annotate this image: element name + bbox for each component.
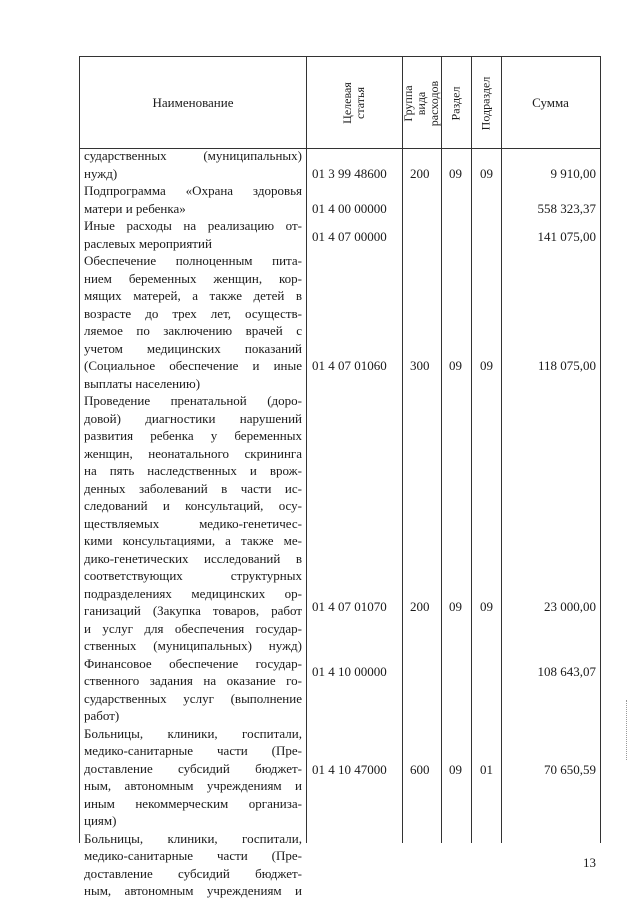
name-line: Больницы, клиники, госпитали, [84, 830, 302, 846]
row-sum: 9 910,00 [550, 166, 596, 181]
name-line: ственного задания на оказание го- [84, 673, 302, 688]
name-line: следований и консультаций, осу- [84, 498, 302, 513]
page-number: 13 [583, 855, 596, 870]
name-line: ственных (муниципальных) нужд) [84, 638, 302, 653]
column-divider [441, 57, 442, 843]
name-line: мящих матерей, а также детей в [84, 288, 302, 303]
name-line: ществляемых медико-генетичес- [84, 515, 302, 531]
name-line: ляемое по заключению врачей с [84, 323, 302, 338]
name-line: Проведение пренатальной (доро- [84, 393, 302, 408]
header-code-cell [306, 57, 402, 149]
row-section: 09 [449, 358, 462, 373]
row-subsection: 09 [480, 599, 493, 614]
row-section: 09 [449, 166, 462, 181]
row-group: 200 [410, 166, 430, 181]
name-line: сударственных услуг (выполнение [84, 690, 302, 706]
row-sum: 70 650,59 [544, 762, 596, 777]
column-divider [402, 57, 403, 843]
name-line: доставление субсидий бюджет- [84, 865, 302, 881]
name-line: Подпрограмма «Охрана здоровья [84, 183, 302, 198]
row-code: 01 4 10 47000 [312, 762, 387, 777]
header-code: Целевая статья [340, 82, 367, 124]
row-section: 09 [449, 599, 462, 614]
name-line: довой) диагностики нарушений [84, 410, 302, 426]
row-sum: 141 075,00 [537, 229, 596, 244]
column-divider [306, 57, 307, 843]
row-sum: 558 323,37 [537, 201, 596, 216]
name-line: доставление субсидий бюджет- [84, 760, 302, 776]
row-code: 01 3 99 48600 [312, 166, 387, 181]
row-code: 01 4 07 01070 [312, 599, 387, 614]
name-line: ным, автономным учреждениям и [84, 883, 302, 898]
name-line: денных заболеваний в части ис- [84, 480, 302, 496]
header-group: Группа вида расходов [401, 80, 441, 126]
name-line: работ) [84, 708, 120, 723]
name-line: (Социальное обеспечение и иные [84, 358, 302, 373]
header-group-cell [402, 57, 441, 149]
name-line: женщин, неонатального скрининга [84, 445, 302, 461]
name-line: подразделениях медицинских ор- [84, 585, 302, 601]
name-line: ганизаций (Закупка товаров, работ [84, 603, 302, 618]
name-line: кими консультациями, а также ме- [84, 533, 302, 548]
name-line: и услуг для обеспечения государ- [84, 620, 302, 636]
name-line: дико-генетических исследований в [84, 550, 302, 566]
column-divider [501, 57, 502, 843]
header-subsection-cell [471, 57, 501, 149]
name-line: иным некоммерческим организа- [84, 795, 302, 811]
row-group: 600 [410, 762, 430, 777]
header-section: Раздел [448, 86, 463, 120]
name-line: соответствующих структурных [84, 568, 302, 583]
name-line: матери и ребенка» [84, 200, 186, 216]
header-section-cell [441, 57, 471, 149]
row-subsection: 01 [480, 762, 493, 777]
row-subsection: 09 [480, 358, 493, 373]
row-group: 200 [410, 599, 430, 614]
name-line: медико-санитарные части (Пре- [84, 743, 302, 758]
row-subsection: 09 [480, 166, 493, 181]
scan-margin-mark [626, 700, 629, 760]
row-group: 300 [410, 358, 430, 373]
name-line: нужд) [84, 165, 118, 181]
name-line: Иные расходы на реализацию от- [84, 218, 302, 233]
name-line: на пять наследственных и врож- [84, 463, 302, 478]
row-sum: 23 000,00 [544, 599, 596, 614]
name-line: Больницы, клиники, госпитали, [84, 725, 302, 741]
header-sum: Сумма [532, 95, 569, 110]
name-line: развития ребенка у беременных [84, 428, 302, 443]
name-line: ным, автономным учреждениям и [84, 778, 302, 793]
name-line: учетом медицинских показаний [84, 340, 302, 356]
name-line: раслевых мероприятий [84, 235, 212, 251]
name-line: Обеспечение полноценным пита- [84, 253, 302, 268]
row-code: 01 4 00 00000 [312, 201, 387, 216]
name-line: циям) [84, 813, 117, 828]
row-sum: 108 643,07 [537, 664, 596, 679]
header-subsection: Подраздел [478, 76, 493, 130]
name-line: медико-санитарные части (Пре- [84, 848, 302, 863]
name-line: возрасте до трех лет, осуществ- [84, 305, 302, 321]
header-name: Наименование [152, 95, 234, 110]
name-line: сударственных (муниципальных) [84, 148, 302, 163]
budget-table [79, 56, 601, 898]
row-code: 01 4 07 00000 [312, 229, 387, 244]
row-code: 01 4 10 00000 [312, 664, 387, 679]
name-line: Финансовое обеспечение государ- [84, 655, 302, 671]
column-divider [471, 57, 472, 843]
row-code: 01 4 07 01060 [312, 358, 387, 373]
row-section: 09 [449, 762, 462, 777]
name-line: выплаты населению) [84, 375, 201, 391]
row-sum: 118 075,00 [537, 358, 596, 373]
name-line: нием беременных женщин, кор- [84, 270, 302, 286]
